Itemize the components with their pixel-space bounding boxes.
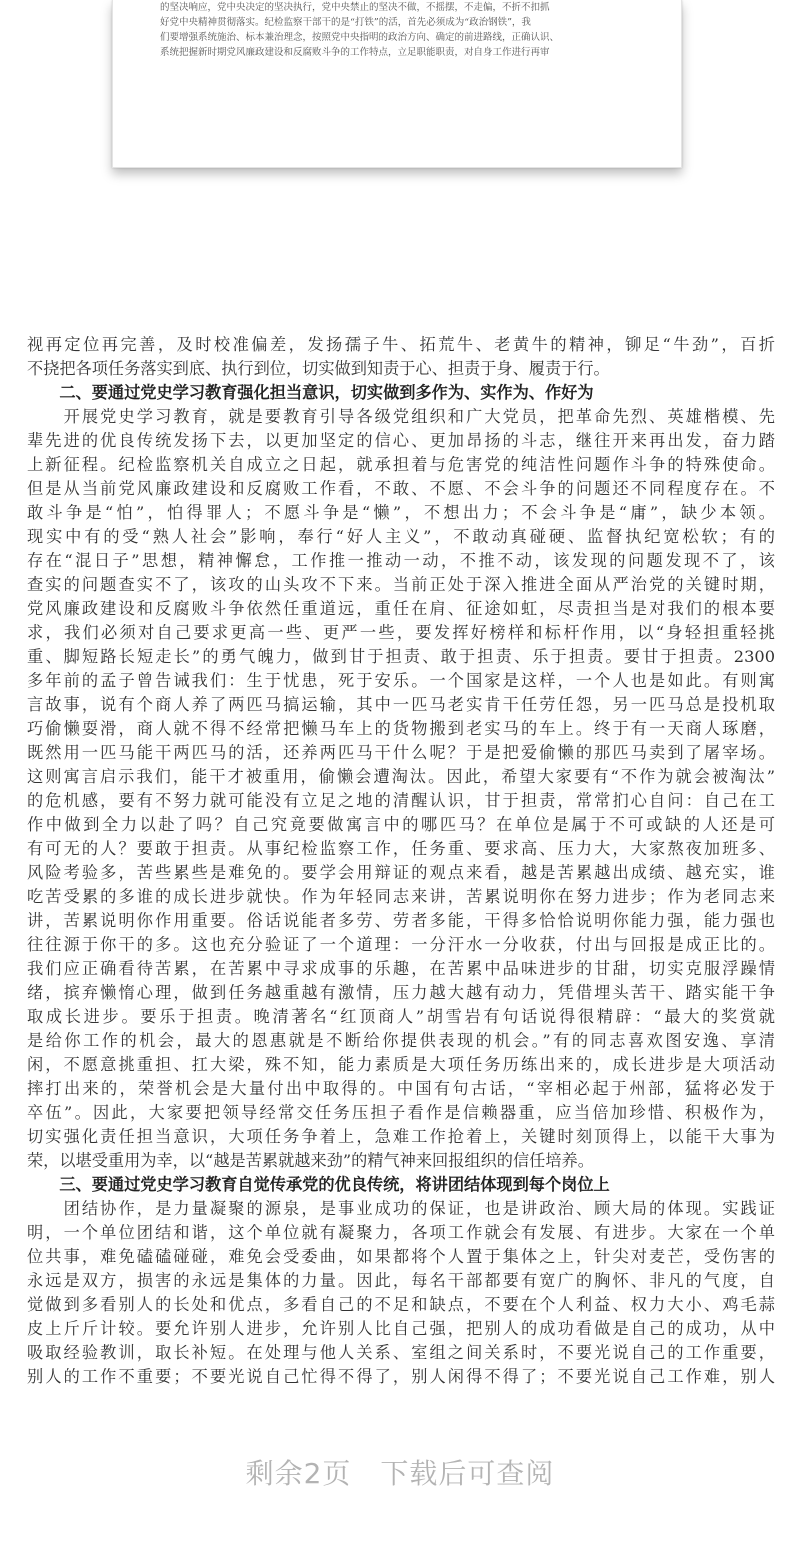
paragraph-line: 吸取经验教训，取长补短。在处理与他人关系、室组之间关系时，不要光说自己的工作重要，	[27, 1343, 775, 1362]
paragraph-line: 风险考验多，苦些累些是难免的。要学会用辩证的观点来看，越是苦累越出成绩、越充实，谁	[27, 863, 775, 882]
paragraph-line: 的危机感，要有不努力就可能没有立足之地的清醒认识，甘于担责，常常扪心自问：自己在工	[27, 791, 775, 810]
paragraph-line: 重、脚短路长短走长”的勇气魄力，做到甘于担责、敢于担责、乐于担责。要甘于担责。2300	[27, 647, 775, 666]
paragraph-line: 绪，摈弃懒惰心理，做到任务越重越有激情，压力越大越有动力，凭借埋头苦干、踏实能干争	[27, 983, 775, 1002]
paragraph-line: 开展党史学习教育，就是要教育引导各级党组织和广大党员，把革命先烈、英雄楷模、先	[27, 407, 775, 426]
paragraph-line: 讲，苦累说明你作用重要。俗话说能者多劳、劳者多能，干得多恰恰说明你能力强，能力强也	[27, 911, 775, 930]
paragraph-line: 团结协作，是力量凝聚的源泉，是事业成功的保证，也是讲政治、顾大局的体现。实践证	[27, 1199, 775, 1218]
download-prompt[interactable]: 剩余2页 下载后可查阅	[245, 1457, 555, 1490]
paragraph-line: 有可无的人？要敢于担责。从事纪检监察工作，任务重、要求高、压力大，大家熬夜加班多、	[27, 839, 775, 858]
paragraph-line: 往往源于你干的多。这也充分验证了一个道理：一分汗水一分收获，付出与回报是成正比的。	[27, 935, 775, 954]
section-heading: 二、要通过党史学习教育强化担当意识，切实做到多作为、实作为、作好为	[27, 383, 594, 402]
paragraph-line: 位共事，难免磕磕碰碰，难免会受委曲，如果都将个人置于集体之上，针尖对麦芒，受伤害的	[27, 1247, 775, 1266]
preview-line: 们要增强系统施治、标本兼治理念，按照党中央指明的政治方向、确定的前进路线，正确认识、	[160, 32, 560, 43]
paragraph-line: 明，一个单位团结和谐，这个单位就有凝聚力，各项工作就会有发展、有进步。大家在一个单	[27, 1223, 775, 1242]
paragraph-line: 辈先进的优良传统发扬下去，以更加坚定的信心、更加昂扬的斗志，继往开来再出发，奋力踏	[27, 431, 775, 450]
paragraph-line: 这则寓言启示我们，能干才被重用，偷懒会遭淘汰。因此，希望大家要有“不作为就会被淘汰”	[27, 767, 775, 786]
preview-text	[160, 0, 643, 60]
paragraph-line: 摔打出来的，荣誉机会是大量付出中取得的。中国有句古话，“宰相必起于州部，猛将必发于	[27, 1079, 775, 1098]
paragraph-line: 闲，不愿意挑重担、扛大梁，殊不知，能力素质是大项任务历练出来的，成长进步是大项活动	[27, 1055, 775, 1074]
paragraph-line: 切实强化责任担当意识，大项任务争着上，急难工作抢着上，关键时刻顶得上，以能干大事为	[27, 1127, 775, 1146]
paragraph-line: 言故事，说有个商人养了两匹马搞运输，其中一匹马老实肯干任劳任怨，另一匹马总是投机取	[27, 695, 775, 714]
paragraph-line: 上新征程。纪检监察机关自成立之日起，就承担着与危害党的纯洁性问题作斗争的特殊使命。	[27, 455, 775, 474]
paragraph-line: 是给你工作的机会，最大的恩惠就是不断给你提供表现的机会。”有的同志喜欢图安逸、享清	[27, 1031, 775, 1050]
paragraph-line: 党风廉政建设和反腐败斗争依然任重道远，重任在肩、征途如虹，尽责担当是对我们的根本要	[27, 599, 775, 618]
paragraph-line: 皮上斤斤计较。要允许别人进步，允许别人比自己强，把别人的成功看做是自己的成功，从中	[27, 1319, 775, 1338]
paragraph-line: 既然用一匹马能干两匹马的活，还养两匹马干什么呢？于是把爱偷懒的那匹马卖到了屠宰场。	[27, 743, 775, 762]
paragraph-line: 永远是双方，损害的永远是集体的力量。因此，每名干部都要有宽广的胸怀、非凡的气度，自	[27, 1271, 775, 1290]
paragraph-line: 敢斗争是“怕”，怕得罪人；不愿斗争是“懒”，不想出力；不会斗争是“庸”，缺少本领。	[27, 503, 775, 522]
paragraph-line: 视再定位再完善，及时校准偏差，发扬孺子牛、拓荒牛、老黄牛的精神，铆足“牛劲”，百折	[27, 335, 775, 354]
preview-line: 系统把握新时期党风廉政建设和反腐败斗争的工作特点，立足职能职责，对自身工作进行再审	[160, 47, 550, 58]
paragraph-line: 吃苦受累的多谁的成长进步就快。作为年轻同志来讲，苦累说明你在努力进步；作为老同志来	[27, 887, 775, 906]
paragraph-line: 取成长进步。要乐于担责。晚清著名“红顶商人”胡雪岩有句话说得很精辟：“最大的奖赏就	[27, 1007, 775, 1026]
paragraph-line: 荣，以堪受重用为幸，以“越是苦累就越来劲”的精气神来回报组织的信任培养。	[27, 1151, 594, 1170]
paragraph-line: 觉做到多看别人的长处和优点，多看自己的不足和缺点，不要在个人利益、权力大小、鸡毛蒜	[27, 1295, 775, 1314]
document-body	[27, 333, 775, 1389]
paragraph-line: 卒伍”。因此，大家要把领导经常交任务压担子看作是信赖器重，应当倍加珍惜、积极作为，	[27, 1103, 775, 1122]
paragraph-line: 但是从当前党风廉政建设和反腐败工作看，不敢、不愿、不会斗争的问题还不同程度存在。不	[27, 479, 775, 498]
paragraph-line: 现实中有的受“熟人社会”影响，奉行“好人主义”，不敢动真碰硬、监督执纪宽松软；有的	[27, 527, 775, 546]
preview-line: 好党中央精神贯彻落实。纪检监察干部干的是“打铁”的活，首先必须成为“政治钢铁”，我	[160, 17, 531, 28]
preview-line: 的坚决响应，党中央决定的坚决执行，党中央禁止的坚决不做，不摇摆，不走偏，不折不扣抓	[160, 2, 550, 13]
page-preview-card	[112, 0, 682, 168]
paragraph-line: 多年前的孟子曾告诫我们：生于忧患，死于安乐。一个国家是这样，一个人也是如此。有则寓	[27, 671, 775, 690]
paragraph-line: 求，我们必须对自己要求更高一些、更严一些，要发挥好榜样和标杆作用，以“身轻担重轻挑	[27, 623, 775, 642]
paragraph-line: 存在“混日子”思想，精神懈怠，工作推一推动一动，不推不动，该发现的问题发现不了，该	[27, 551, 775, 570]
section-heading: 三、要通过党史学习教育自觉传承党的优良传统，将讲团结体现到每个岗位上	[27, 1175, 610, 1194]
paragraph-line: 巧偷懒耍滑，商人就不得不经常把懒马车上的货物搬到老实马的车上。终于有一天商人琢磨，	[27, 719, 775, 738]
paragraph-line: 不挠把各项任务落实到底、执行到位，切实做到知责于心、担责于身、履责于行。	[27, 359, 610, 378]
paragraph-line: 别人的工作不重要；不要光说自己忙得不得了，别人闲得不得了；不要光说自己工作难，别人	[27, 1367, 775, 1386]
paragraph-line: 我们应正确看待苦累，在苦累中寻求成事的乐趣，在苦累中品味进步的甘甜，切实克服浮躁情	[27, 959, 775, 978]
paragraph-line: 作中做到全力以赴了吗？自己究竟要做寓言中的哪匹马？在单位是属于不可或缺的人还是可	[27, 815, 775, 834]
paragraph-line: 查实的问题查实不了，该攻的山头攻不下来。当前正处于深入推进全面从严治党的关键时期，	[27, 575, 775, 594]
